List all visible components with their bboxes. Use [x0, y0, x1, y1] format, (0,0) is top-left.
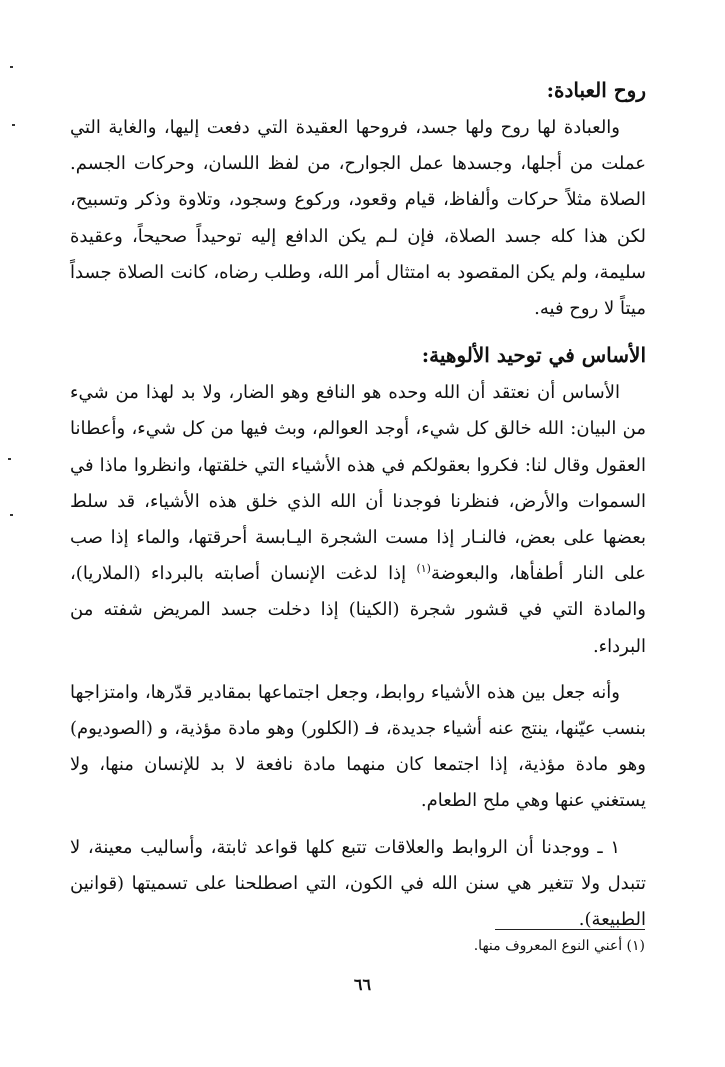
paragraph-worship-spirit: [70, 110, 646, 327]
paragraph-relations: [70, 675, 646, 820]
paragraph-text-part1: الأساس أن نعتقد أن الله وحده هو النافع وهو الضار، ولا بد لهذا من شيء من البيان: الله خالق كل شيء، أوجد العوالم، وبث فيها من كل شيء، وأعطانا العقول وقال لنا: فكروا بعقولكم في هذه الأشياء التي خلقتها، وانظروا ماذا في السموات والأرض، فنظرنا فوجدنا أن الله الذي خلق هذه الأشياء، قد سلط بعضها على بعض، فالنـار إذا مست الشجرة اليـابسة أحرقتها، والماء إذا صب على النار أطفأها، والبعوضة: [70, 382, 646, 585]
footnote-reference[interactable]: (١): [416, 562, 431, 576]
page-body: [70, 60, 646, 938]
section-heading-divinity-basis: الأساس في توحيد الألوهية:: [421, 343, 646, 368]
section-heading-worship-spirit: روح العبادة:: [546, 78, 646, 102]
page-number: ٦٦: [353, 975, 372, 994]
scan-mark: [10, 66, 13, 68]
paragraph-text-part2: إذا لدغت الإنسان أصابته بالبرداء (الملاريا)، والمادة التي في قشور شجرة (الكينا) إذا دخلت جسد المريض شفته من البرداء.: [70, 563, 646, 657]
paragraph-text: ١ ـ ووجدنا أن الروابط والعلاقات تتبع كلها قواعد ثابتة، وأساليب معينة، لا تتبدل ولا تتغير هي سنن الله في الكون، التي اصطلحنا على تسميتها (قوانين الطبيعة).: [70, 836, 646, 931]
scan-mark: [8, 458, 11, 460]
scan-mark: [12, 124, 15, 126]
paragraph-text: وأنه جعل بين هذه الأشياء روابط، وجعل اجتماعها بمقادير قدّرها، وامتزاجها بنسب عيّنها، ينتج عنه أشياء جديدة، فـ (الكلور) وهو مادة مؤذية، و (الصوديوم) وهو مادة مؤذية، إذا اجتمعا كان منهما مادة نافعة لا بد للإنسان منها، ولا يستغني عنها وهي ملح الطعام.: [70, 681, 646, 812]
scan-mark: [10, 514, 13, 516]
paragraph-text: والعبادة لها روح ولها جسد، فروحها العقيدة التي دفعت إليها، والغاية التي عملت من أجلها، وجسدها عمل الجوارح، من لفظ اللسان، وحركات الجسم. الصلاة مثلاً حركات وألفاظ، قيام وقعود، وركوع وسجود، وتلاوة وذكر وتسبيح، لكن هذا كله جسد الصلاة، فإن لـم يكن الدافع إليه توحيداً صحيحاً، وعقيدة سليمة، ولم يكن المقصود به امتثال أمر الله، وطلب رضاه، كانت الصلاة جسداً ميتاً لا روح فيه.: [70, 117, 646, 320]
footnote-divider: [495, 929, 645, 930]
footnote: (١) أعني النوع المعروف منها.: [473, 938, 645, 954]
paragraph-rules: [70, 830, 646, 939]
paragraph-divinity-basis: [70, 375, 646, 665]
